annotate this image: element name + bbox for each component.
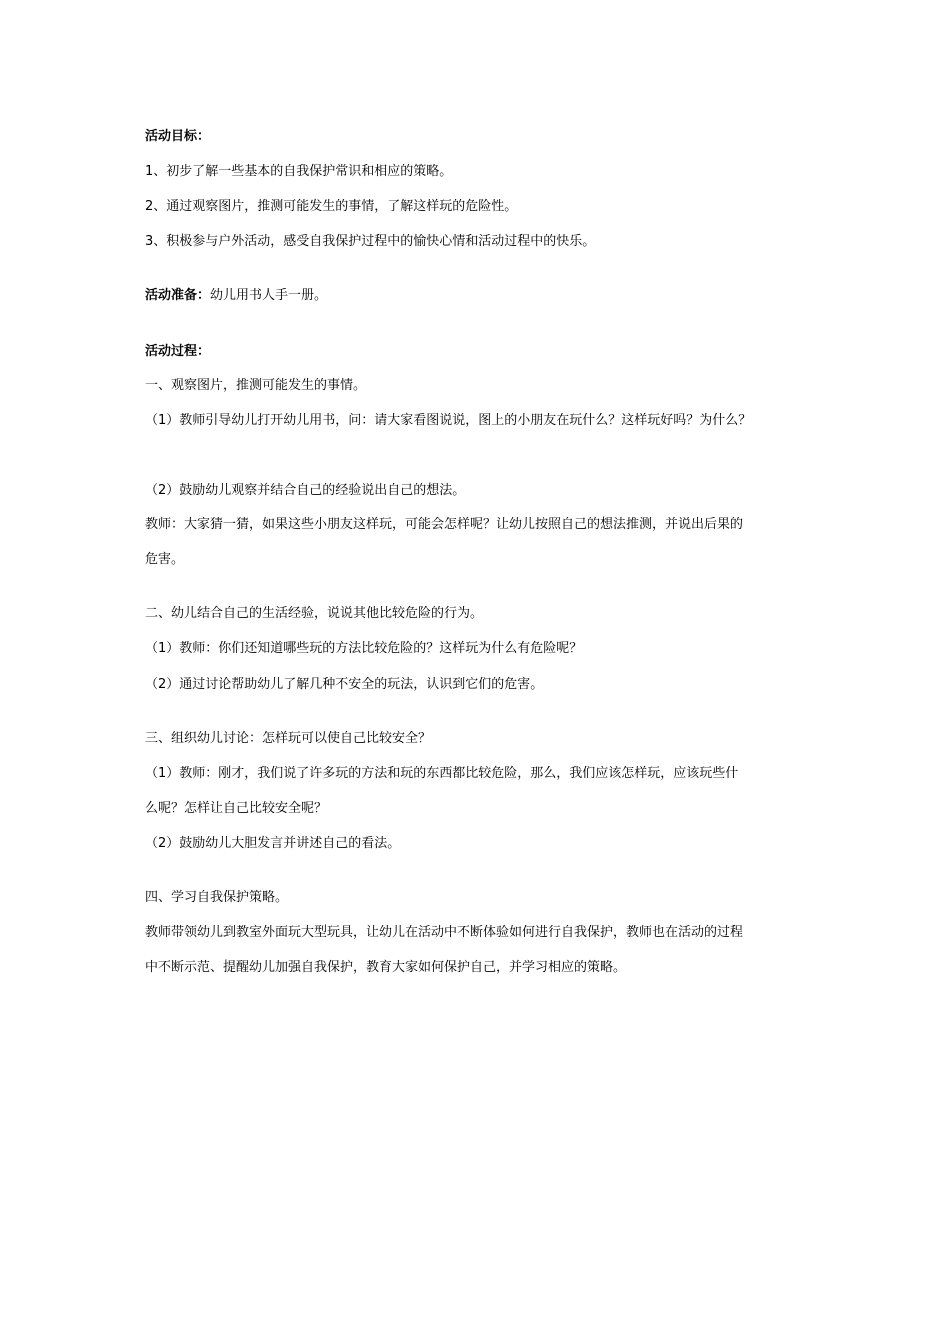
section4-paragraph-1-line-1: 教师带领幼儿到教室外面玩大型玩具，让幼儿在活动中不断体验如何进行自我保护，教师也在活动的过程 bbox=[145, 925, 744, 940]
goal-item-1: 1、初步了解一些基本的自我保护常识和相应的策略。 bbox=[145, 164, 453, 179]
section3-title: 三、组织幼儿讨论：怎样玩可以使自己比较安全？ bbox=[145, 731, 432, 746]
section2-paragraph-1: （1）教师：你们还知道哪些玩的方法比较危险的？这样玩为什么有危险呢？ bbox=[145, 641, 583, 656]
preparation-label: 活动准备： bbox=[145, 288, 211, 303]
section3-paragraph-1-line-2: 么呢？怎样让自己比较安全呢？ bbox=[145, 801, 328, 816]
section1-paragraph-1: （1）教师引导幼儿打开幼儿用书，问：请大家看图说说，图上的小朋友在玩什么？这样玩好吗？为什么？ bbox=[145, 413, 752, 428]
section1-paragraph-3-line-1: 教师：大家猜一猜，如果这些小朋友这样玩，可能会怎样呢？让幼儿按照自己的想法推测，并说出后果的 bbox=[145, 517, 744, 532]
goal-item-3: 3、积极参与户外活动，感受自我保护过程中的愉快心情和活动过程中的快乐。 bbox=[145, 234, 596, 249]
goals-heading: 活动目标： bbox=[145, 129, 211, 144]
section4-title: 四、学习自我保护策略。 bbox=[145, 890, 289, 905]
process-heading: 活动过程： bbox=[145, 344, 211, 359]
section2-title: 二、幼儿结合自己的生活经验，说说其他比较危险的行为。 bbox=[145, 606, 484, 621]
section3-paragraph-1-line-1: （1）教师：刚才，我们说了许多玩的方法和玩的东西都比较危险，那么，我们应该怎样玩，应该玩些什 bbox=[145, 766, 739, 781]
section2-paragraph-2: （2）通过讨论帮助幼儿了解几种不安全的玩法，认识到它们的危害。 bbox=[145, 677, 544, 692]
preparation-line bbox=[145, 287, 815, 305]
preparation-text: 幼儿用书人手一册。 bbox=[210, 288, 328, 303]
section1-paragraph-2: （2）鼓励幼儿观察并结合自己的经验说出自己的想法。 bbox=[145, 483, 466, 498]
section1-paragraph-3-line-2: 危害。 bbox=[145, 552, 185, 567]
section4-paragraph-1-line-2: 中不断示范、提醒幼儿加强自我保护，教育大家如何保护自己，并学习相应的策略。 bbox=[145, 960, 627, 975]
section3-paragraph-2: （2）鼓励幼儿大胆发言并讲述自己的看法。 bbox=[145, 836, 401, 851]
section1-title: 一、观察图片，推测可能发生的事情。 bbox=[145, 378, 367, 393]
goal-item-2: 2、通过观察图片，推测可能发生的事情，了解这样玩的危险性。 bbox=[145, 199, 518, 214]
